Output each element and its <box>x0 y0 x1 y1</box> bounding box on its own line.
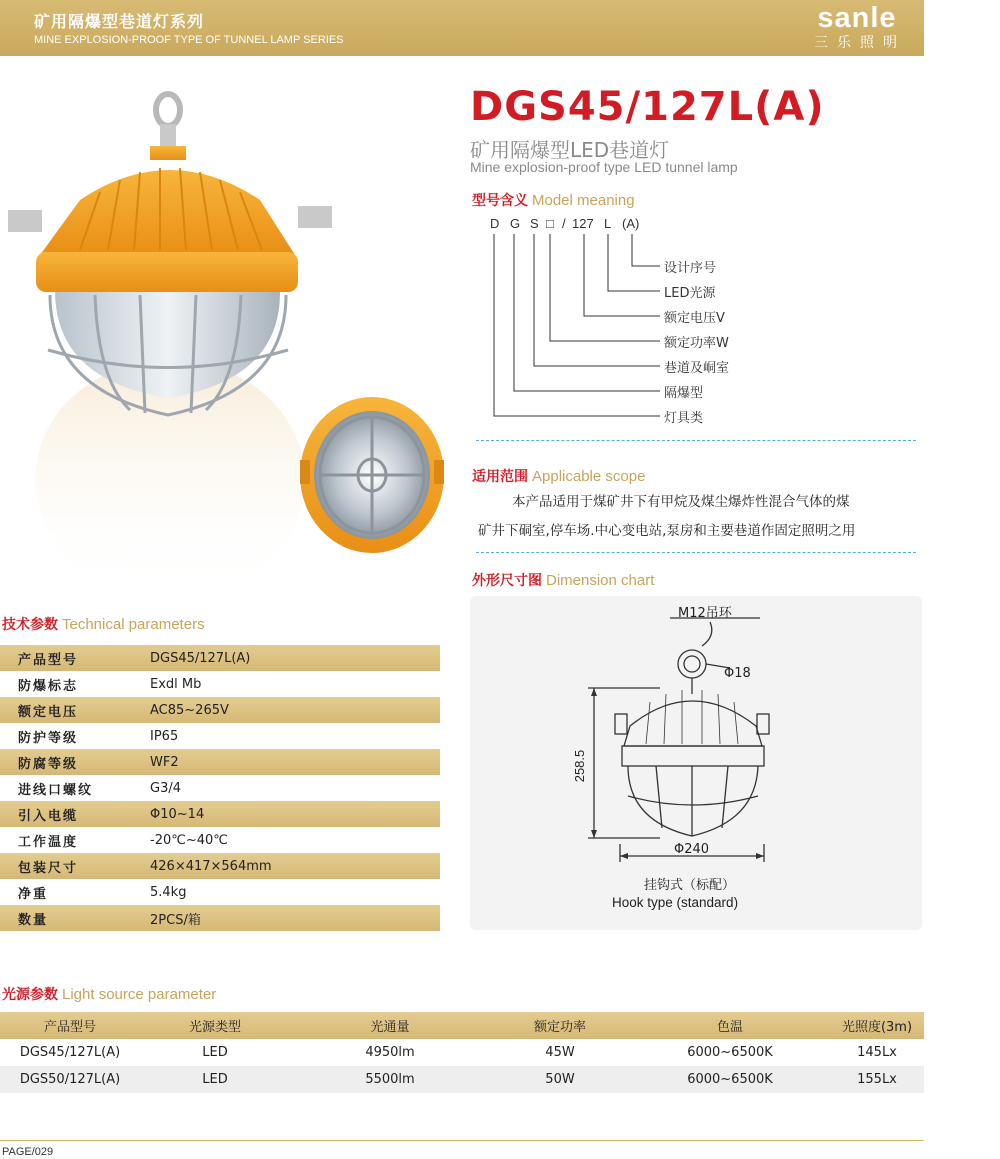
model-meaning-title-en: Model meaning <box>532 192 635 209</box>
scope-text <box>478 488 918 546</box>
code-char: G <box>510 216 521 231</box>
code-char: □ <box>546 216 554 231</box>
table-row <box>0 1039 924 1066</box>
table-cell: LED <box>202 1045 228 1060</box>
column-header: 额定功率 <box>533 1020 586 1035</box>
param-name: 产品型号 <box>18 652 79 668</box>
table-row <box>0 775 440 801</box>
column-header: 光通量 <box>370 1020 410 1035</box>
series-title-cn: 矿用隔爆型巷道灯系列 <box>34 12 205 31</box>
model-meaning-heading <box>472 190 635 210</box>
hook-caption-cn: 挂钩式（标配） <box>644 878 736 893</box>
table-row <box>0 645 440 671</box>
code-char: S <box>530 216 539 231</box>
param-value: 426×417×564mm <box>150 858 272 874</box>
param-name: 防腐等级 <box>18 756 79 772</box>
code-char: D <box>490 216 500 231</box>
dimension-title-cn: 外形尺寸图 <box>472 573 542 589</box>
dimension-chart <box>470 596 922 930</box>
param-name: 进线口螺纹 <box>18 782 94 798</box>
table-cell: DGS45/127L(A) <box>19 1045 121 1060</box>
product-name-cn: 矿用隔爆型LED巷道灯 <box>470 138 670 162</box>
hook-caption-en: Hook type (standard) <box>612 895 739 910</box>
meaning-label: 额定功率W <box>664 336 729 351</box>
light-title-en: Light source parameter <box>62 986 217 1003</box>
dimension-height: 258.5 <box>572 749 587 783</box>
code-char: / <box>562 216 566 231</box>
param-value: 5.4kg <box>150 884 187 900</box>
body-diameter: Φ240 <box>674 842 710 857</box>
footer-divider <box>0 1140 924 1141</box>
product-name-en: Mine explosion-proof type LED tunnel lamp <box>470 159 738 175</box>
model-meaning-title-cn: 型号含义 <box>472 193 528 209</box>
param-name: 防爆标志 <box>18 678 79 694</box>
param-value: AC85~265V <box>150 702 229 718</box>
param-value: DGS45/127L(A) <box>150 650 251 666</box>
param-value: G3/4 <box>150 780 181 796</box>
scope-line: 本产品适用于煤矿井下有甲烷及煤尘爆炸性混合气体的煤 <box>512 494 850 510</box>
series-title-en: MINE EXPLOSION-PROOF TYPE OF TUNNEL LAMP SERIES <box>34 34 344 46</box>
section-divider <box>476 552 916 553</box>
ring-diameter: Φ18 <box>724 666 751 681</box>
scope-heading <box>472 466 645 486</box>
table-row <box>0 723 440 749</box>
table-cell: 6000~6500K <box>687 1072 773 1087</box>
tech-params-table <box>0 645 440 931</box>
product-images <box>0 80 460 640</box>
brand-name-cn: 三乐照明 <box>814 35 906 51</box>
meaning-label: 额定电压V <box>664 311 725 326</box>
param-name: 引入电缆 <box>18 808 79 824</box>
lamp-illustration <box>0 80 460 640</box>
section-divider <box>476 440 916 441</box>
table-row <box>0 879 440 905</box>
tech-title-cn: 技术参数 <box>2 617 58 633</box>
param-name: 包装尺寸 <box>18 860 79 876</box>
table-cell: 45W <box>545 1045 575 1060</box>
brand-logo <box>802 2 912 52</box>
table-cell: 145Lx <box>857 1045 897 1060</box>
table-cell: 155Lx <box>857 1072 897 1087</box>
light-source-table <box>0 1012 924 1093</box>
meaning-label: 灯具类 <box>664 411 704 426</box>
param-value: WF2 <box>150 754 179 770</box>
table-row <box>0 905 440 931</box>
brand-name-en: sanle <box>817 2 897 34</box>
param-value: Exdl Mb <box>150 676 202 692</box>
light-title-cn: 光源参数 <box>2 987 58 1003</box>
model-meaning-diagram <box>470 208 920 438</box>
scope-title-cn: 适用范围 <box>472 469 528 485</box>
product-model-title: DGS45/127L(A) <box>470 84 825 130</box>
table-row <box>0 671 440 697</box>
table-cell: LED <box>202 1072 228 1087</box>
table-cell: 6000~6500K <box>687 1045 773 1060</box>
table-cell: 4950lm <box>365 1045 415 1060</box>
param-name: 工作温度 <box>18 834 79 850</box>
code-char: 127 <box>572 216 594 231</box>
param-value: Φ10~14 <box>150 806 205 822</box>
column-header: 产品型号 <box>43 1020 96 1035</box>
tech-title-en: Technical parameters <box>62 616 205 633</box>
table-row <box>0 827 440 853</box>
table-cell: 5500lm <box>365 1072 415 1087</box>
column-header: 色温 <box>716 1020 743 1035</box>
param-name: 数量 <box>18 912 49 928</box>
column-header: 光照度(3m) <box>841 1020 913 1035</box>
table-cell: DGS50/127L(A) <box>19 1072 121 1087</box>
param-value: IP65 <box>150 728 179 744</box>
page-header <box>0 0 924 56</box>
code-char: L <box>604 216 612 231</box>
light-heading <box>2 984 216 1004</box>
table-cell: 50W <box>545 1072 575 1087</box>
dimension-title-en: Dimension chart <box>546 572 655 589</box>
scope-title-en: Applicable scope <box>532 468 646 485</box>
table-row <box>0 697 440 723</box>
column-header: 光源类型 <box>188 1020 241 1035</box>
table-row <box>0 1066 924 1093</box>
tech-heading <box>2 614 205 634</box>
table-row <box>0 749 440 775</box>
table-row <box>0 801 440 827</box>
param-value: -20℃~40℃ <box>150 832 228 848</box>
meaning-label: 巷道及峒室 <box>664 361 730 376</box>
meaning-label: LED光源 <box>664 286 716 301</box>
code-char: (A) <box>622 216 640 231</box>
ring-label: M12吊环 <box>678 606 732 621</box>
page-number: PAGE/029 <box>2 1146 54 1158</box>
param-name: 防护等级 <box>18 730 79 746</box>
param-value: 2PCS/箱 <box>150 912 201 928</box>
param-name: 净重 <box>18 886 49 902</box>
dimension-heading <box>472 570 654 590</box>
param-name: 额定电压 <box>18 704 79 720</box>
meaning-label: 设计序号 <box>664 261 717 276</box>
table-header-row <box>0 1012 924 1039</box>
scope-line: 矿井下硐室,停车场.中心变电站,泵房和主要巷道作固定照明之用 <box>478 523 856 539</box>
table-row <box>0 853 440 879</box>
meaning-label: 隔爆型 <box>664 386 704 401</box>
